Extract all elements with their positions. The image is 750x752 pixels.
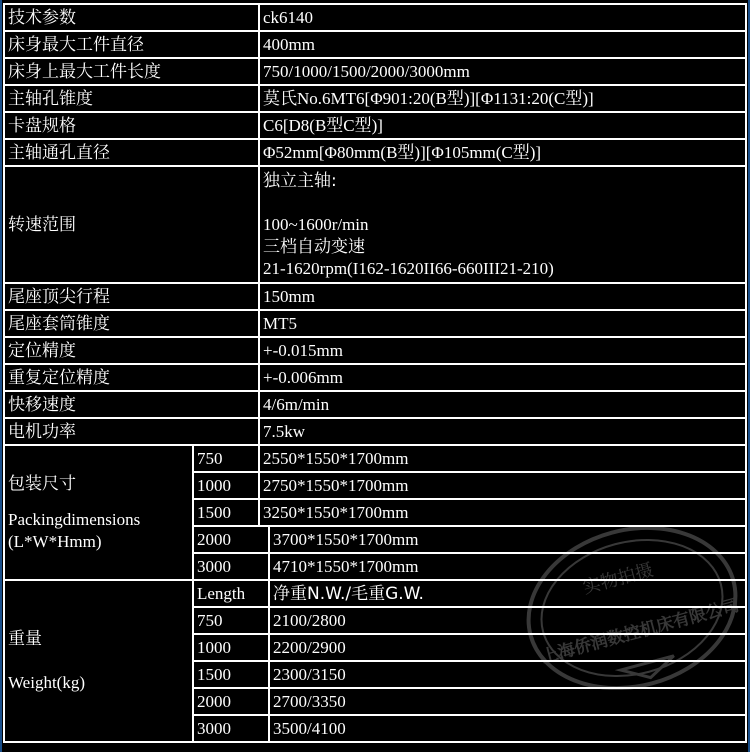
speed-value <box>259 166 746 283</box>
speed-line: 三档自动变速 <box>263 236 365 257</box>
speed-line: 独立主轴: <box>263 170 337 191</box>
spec-row <box>4 31 746 58</box>
speed-label: 转速范围 <box>4 166 259 283</box>
weight-value: 2200/2900 <box>269 634 746 661</box>
row-value: Φ52mm[Φ80mm(B型)][Φ105mm(C型)] <box>259 139 746 166</box>
row-label: 床身最大工件直径 <box>4 31 259 58</box>
weight-length: 1500 <box>193 661 269 688</box>
row-label: 重复定位精度 <box>4 364 259 391</box>
packing-dims: 3250*1550*1700mm <box>259 499 746 526</box>
row-value: 7.5kw <box>259 418 746 445</box>
row-value: 莫氏No.6MT6[Φ901:20(B型)][Φ1131:20(C型)] <box>259 85 746 112</box>
packing-dims: 2550*1550*1700mm <box>259 445 746 472</box>
weight-row <box>4 580 746 607</box>
row-value: +-0.006mm <box>259 364 746 391</box>
row-label: 主轴孔锥度 <box>4 85 259 112</box>
row-value: +-0.015mm <box>259 337 746 364</box>
packing-length: 1000 <box>193 472 259 499</box>
weight-length: 750 <box>193 607 269 634</box>
spec-row <box>4 85 746 112</box>
packing-label-en: Packingdimensions <box>8 509 141 529</box>
spec-row <box>4 4 746 31</box>
row-label: 卡盘规格 <box>4 112 259 139</box>
row-value: 4/6m/min <box>259 391 746 418</box>
packing-row <box>4 445 746 472</box>
row-label: 定位精度 <box>4 337 259 364</box>
row-label: 主轴通孔直径 <box>4 139 259 166</box>
spec-row <box>4 139 746 166</box>
spec-row <box>4 310 746 337</box>
row-label: 尾座顶尖行程 <box>4 283 259 310</box>
packing-dims: 4710*1550*1700mm <box>269 553 746 580</box>
weight-header-value: 净重N.W./毛重G.W. <box>269 580 746 607</box>
stamp-top-text: 实物拍摄 <box>580 559 656 599</box>
row-value: ck6140 <box>259 4 746 31</box>
speed-line: 100~1600r/min <box>263 214 369 234</box>
row-value: 400mm <box>259 31 746 58</box>
spec-row <box>4 364 746 391</box>
spec-table <box>3 3 747 743</box>
packing-length: 1500 <box>193 499 259 526</box>
row-label: 技术参数 <box>4 4 259 31</box>
packing-label-cn: 包装尺寸 <box>8 473 76 494</box>
weight-value: 2700/3350 <box>269 688 746 715</box>
row-label: 尾座套筒锥度 <box>4 310 259 337</box>
weight-value: 3500/4100 <box>269 715 746 742</box>
weight-label <box>4 580 193 742</box>
row-value: 750/1000/1500/2000/3000mm <box>259 58 746 85</box>
packing-gap <box>8 495 192 509</box>
weight-gap <box>8 650 192 672</box>
speed-line: 21-1620rpm(I162-1620II66-660III21-210) <box>263 258 554 278</box>
packing-length: 2000 <box>193 526 269 553</box>
speed-row <box>4 166 746 283</box>
weight-label-en: Weight(kg) <box>8 673 85 692</box>
weight-value: 2300/3150 <box>269 661 746 688</box>
weight-length: 1000 <box>193 634 269 661</box>
spec-row <box>4 337 746 364</box>
weight-length: 3000 <box>193 715 269 742</box>
row-value: C6[D8(B型C型)] <box>259 112 746 139</box>
packing-length: 3000 <box>193 553 269 580</box>
row-value: 150mm <box>259 283 746 310</box>
weight-length: 2000 <box>193 688 269 715</box>
packing-label-en: (L*W*Hmm) <box>8 531 102 551</box>
packing-label <box>4 445 193 580</box>
spec-row <box>4 418 746 445</box>
stamp-ring-text: 上海侨润数控机床有限公司 <box>539 595 742 668</box>
row-label: 电机功率 <box>4 418 259 445</box>
spec-row <box>4 112 746 139</box>
spec-row <box>4 391 746 418</box>
weight-header-length: Length <box>193 580 269 607</box>
spec-row <box>4 58 746 85</box>
packing-length: 750 <box>193 445 259 472</box>
spec-row <box>4 283 746 310</box>
row-label: 快移速度 <box>4 391 259 418</box>
weight-value: 2100/2800 <box>269 607 746 634</box>
row-value: MT5 <box>259 310 746 337</box>
row-label: 床身上最大工件长度 <box>4 58 259 85</box>
weight-label-cn: 重量 <box>8 629 42 649</box>
packing-dims: 2750*1550*1700mm <box>259 472 746 499</box>
speed-gap <box>263 192 745 214</box>
packing-dims: 3700*1550*1700mm <box>269 526 746 553</box>
